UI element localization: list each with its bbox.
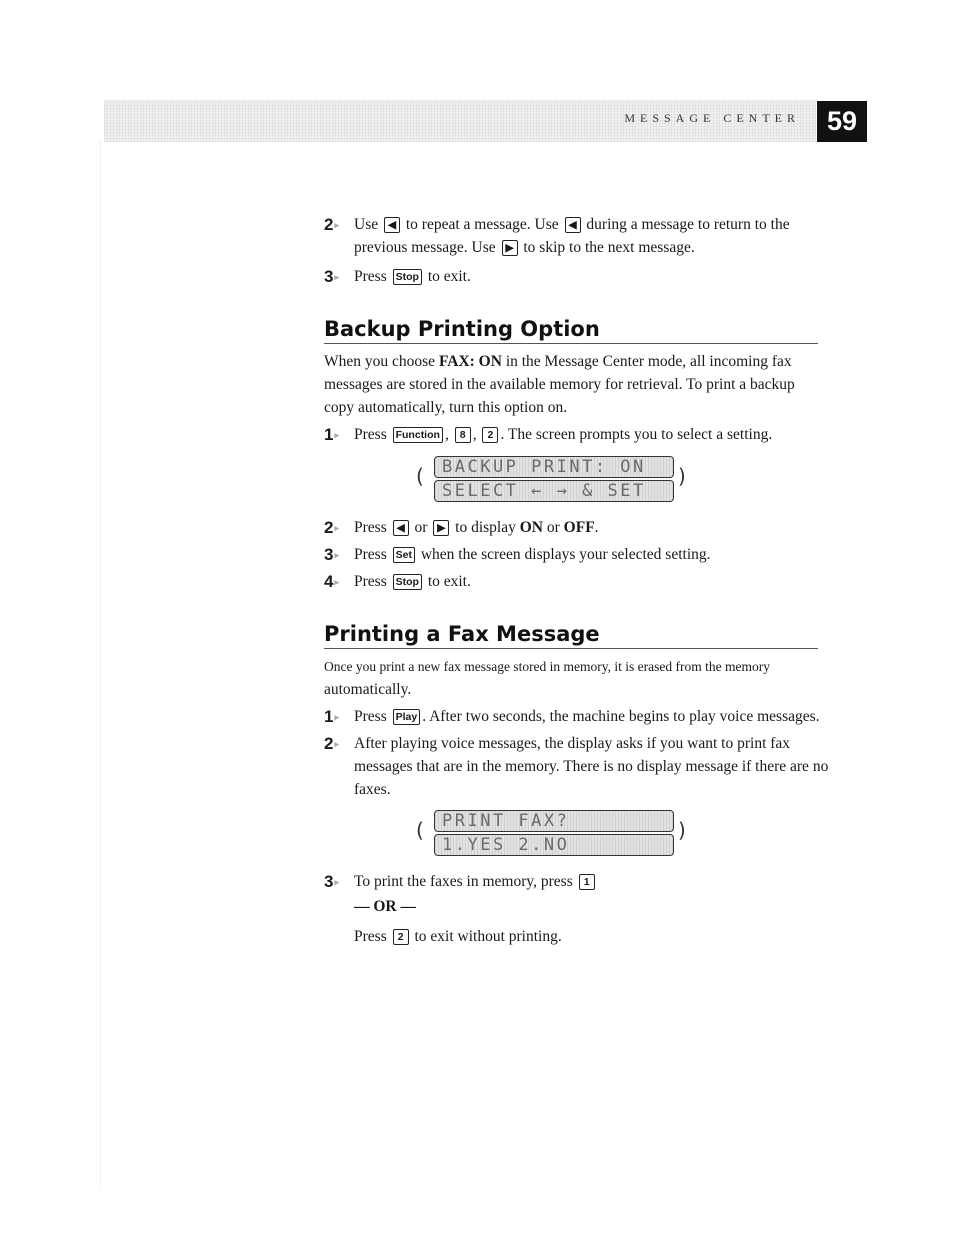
step-number: 2 ▸ [324, 732, 350, 756]
step-number: 4 ▸ [324, 570, 350, 594]
function-key-icon: Function [393, 427, 443, 443]
step-number: 3 ▸ [324, 543, 350, 567]
left-arrow-key-icon: ◀ [393, 520, 409, 536]
stop-key-icon: Stop [393, 269, 422, 285]
lcd-line-2: 1.YES 2.NO [434, 834, 674, 856]
step-number: 1 ▸ [324, 705, 350, 729]
lcd-right-bracket-icon: ) [678, 464, 686, 488]
page-number: 59 [817, 101, 867, 142]
play-key-icon: Play [393, 709, 421, 725]
left-margin-rule [100, 140, 101, 1190]
set-key-icon: Set [393, 547, 415, 563]
lcd-left-bracket-icon: ( [416, 818, 424, 842]
stop-key-icon: Stop [393, 574, 422, 590]
lcd-display-print [434, 810, 674, 856]
lcd-left-bracket-icon: ( [416, 464, 424, 488]
right-arrow-key-icon: ▶ [502, 240, 518, 256]
printing-section-title: Printing a Fax Message [324, 621, 818, 649]
left-arrow-key-icon: ◀ [384, 217, 400, 233]
left-arrow-key-icon: ◀ [565, 217, 581, 233]
lcd-line-2: SELECT ← → & SET [434, 480, 674, 502]
lcd-display-backup [434, 456, 674, 502]
eight-key-icon: 8 [455, 427, 471, 443]
step-number: 2 ▸ [324, 213, 350, 237]
lcd-right-bracket-icon: ) [678, 818, 686, 842]
or-separator: — OR — [354, 898, 416, 915]
two-key-icon: 2 [482, 427, 498, 443]
backup-section-title: Backup Printing Option [324, 316, 818, 344]
two-key-icon: 2 [393, 929, 409, 945]
step-number: 3 ▸ [324, 870, 350, 894]
one-key-icon: 1 [579, 874, 595, 890]
lcd-line-1: BACKUP PRINT: ON [434, 456, 674, 478]
printing-paragraph: Once you print a new fax message stored in memory, it is erased from the memory automatically. [324, 659, 770, 698]
right-arrow-key-icon: ▶ [433, 520, 449, 536]
step-number: 1 ▸ [324, 423, 350, 447]
section-label: MESSAGE CENTER [624, 111, 800, 125]
step-number: 3 ▸ [324, 265, 350, 289]
step-number: 2 ▸ [324, 516, 350, 540]
backup-paragraph: When you choose FAX: ON in the Message Center mode, all incoming fax messages are stored in the available memory for retrieval. To print a backup copy automatically, turn this option on. [324, 353, 795, 416]
lcd-line-1: PRINT FAX? [434, 810, 674, 832]
